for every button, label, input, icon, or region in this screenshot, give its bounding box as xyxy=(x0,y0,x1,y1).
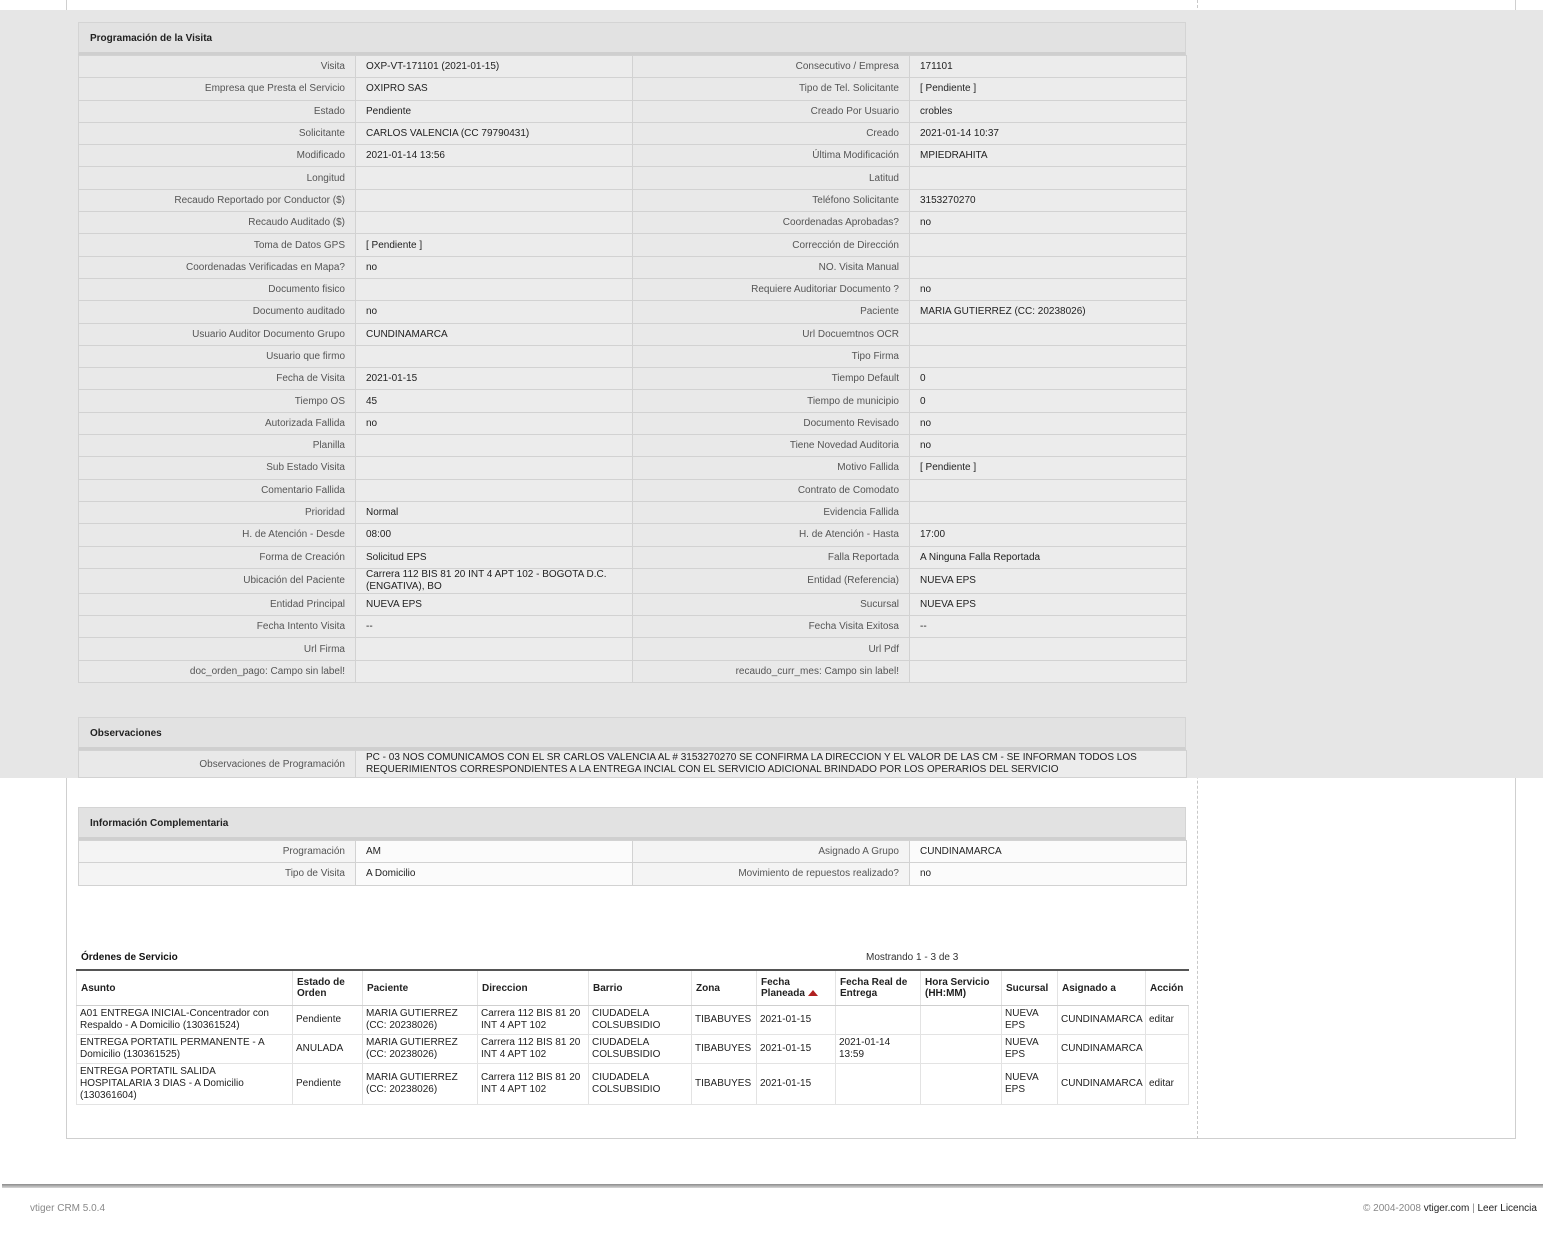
cell-accion xyxy=(1146,1035,1189,1064)
cell-sucursal: NUEVA EPS xyxy=(1002,1035,1058,1064)
value-latitud[interactable] xyxy=(910,167,1187,189)
cell-estado: Pendiente xyxy=(293,1006,363,1035)
programacion-row xyxy=(79,234,1187,256)
cell-fecha-real: 2021-01-14 13:59 xyxy=(836,1035,921,1064)
label-modificado: Modificado xyxy=(79,145,356,167)
label-ultima-modificacion: Última Modificación xyxy=(633,145,910,167)
value-visita[interactable]: OXP-VT-171101 (2021-01-15) xyxy=(356,56,633,78)
programacion-row xyxy=(79,345,1187,367)
value-ultima-modificacion[interactable]: MPIEDRAHITA xyxy=(910,145,1187,167)
value-empresa-que-presta-el-servicio[interactable]: OXIPRO SAS xyxy=(356,78,633,100)
edit-link[interactable]: editar xyxy=(1149,1014,1175,1025)
programacion-row xyxy=(79,546,1187,568)
license-link[interactable]: Leer Licencia xyxy=(1477,1203,1537,1214)
value-requiere-auditoriar-documento[interactable]: no xyxy=(910,278,1187,300)
value-tiene-novedad-auditoria[interactable]: no xyxy=(910,435,1187,457)
value-fecha-visita-exitosa[interactable]: -- xyxy=(910,616,1187,638)
programacion-row xyxy=(79,256,1187,278)
column-header-label: Estado de Orden xyxy=(297,977,345,999)
info-row xyxy=(79,863,1187,885)
label-toma-de-datos-gps: Toma de Datos GPS xyxy=(79,234,356,256)
column-header-direccion[interactable] xyxy=(478,970,589,1006)
value-usuario-que-firmo[interactable] xyxy=(356,345,633,367)
value-movimiento-de-repuestos-realizado[interactable]: no xyxy=(910,863,1187,885)
label-entidad-referencia: Entidad (Referencia) xyxy=(633,568,910,593)
value-creado-por-usuario[interactable]: crobles xyxy=(910,100,1187,122)
cell-direccion: Carrera 112 BIS 81 20 INT 4 APT 102 xyxy=(478,1035,589,1064)
cell-hora xyxy=(921,1035,1002,1064)
label-correccion-de-direccion: Corrección de Dirección xyxy=(633,234,910,256)
programacion-row xyxy=(79,638,1187,660)
observaciones-label: Observaciones de Programación xyxy=(79,751,356,778)
label-tiempo-de-municipio: Tiempo de municipio xyxy=(633,390,910,412)
cell-paciente[interactable]: MARIA GUTIERREZ (CC: 20238026) xyxy=(363,1006,478,1035)
cell-asunto[interactable]: ENTREGA PORTATIL SALIDA HOSPITALARIA 3 DIAS - A Domicilio (130361604) xyxy=(77,1064,293,1105)
value-no-visita-manual[interactable] xyxy=(910,256,1187,278)
value-documento-fisico[interactable] xyxy=(356,278,633,300)
value-url-firma[interactable] xyxy=(356,638,633,660)
cell-zona: TIBABUYES xyxy=(692,1035,757,1064)
programacion-row xyxy=(79,524,1187,546)
info-block xyxy=(78,807,1186,886)
column-header-label: Barrio xyxy=(593,982,623,994)
label-asignado-a-grupo: Asignado A Grupo xyxy=(633,841,910,863)
value-tiempo-de-municipio[interactable]: 0 xyxy=(910,390,1187,412)
column-header-label: Hora Servicio (HH:MM) xyxy=(925,977,990,999)
label-planilla: Planilla xyxy=(79,435,356,457)
label-documento-fisico: Documento fisico xyxy=(79,278,356,300)
label-fecha-intento-visita: Fecha Intento Visita xyxy=(79,616,356,638)
label-recaudo-auditado: Recaudo Auditado ($) xyxy=(79,212,356,234)
label-estado: Estado xyxy=(79,100,356,122)
value-coordenadas-verificadas-en-mapa[interactable]: no xyxy=(356,256,633,278)
label-fecha-visita-exitosa: Fecha Visita Exitosa xyxy=(633,616,910,638)
ordenes-title: Órdenes de Servicio xyxy=(81,952,178,963)
cell-fecha-real xyxy=(836,1064,921,1105)
value-planilla[interactable] xyxy=(356,435,633,457)
column-header-label: Sucursal xyxy=(1006,982,1049,994)
value-estado[interactable]: Pendiente xyxy=(356,100,633,122)
column-header-label: Fecha Planeada xyxy=(761,977,805,999)
programacion-row xyxy=(79,501,1187,523)
value-entidad-principal[interactable]: NUEVA EPS xyxy=(356,593,633,615)
value-longitud[interactable] xyxy=(356,167,633,189)
value-consecutivo-empresa[interactable]: 171101 xyxy=(910,56,1187,78)
value-recaudo-auditado[interactable] xyxy=(356,212,633,234)
cell-asignado: CUNDINAMARCA xyxy=(1058,1006,1146,1035)
label-contrato-de-comodato: Contrato de Comodato xyxy=(633,479,910,501)
value-contrato-de-comodato[interactable] xyxy=(910,479,1187,501)
column-header-zona[interactable] xyxy=(692,970,757,1006)
observaciones-table xyxy=(78,750,1187,778)
programacion-row xyxy=(79,412,1187,434)
label-telefono-solicitante: Teléfono Solicitante xyxy=(633,189,910,211)
observaciones-block xyxy=(78,717,1186,778)
table-row xyxy=(77,1064,1189,1105)
programacion-row xyxy=(79,212,1187,234)
cell-paciente[interactable]: MARIA GUTIERREZ (CC: 20238026) xyxy=(363,1064,478,1105)
value-motivo-fallida[interactable]: [ Pendiente ] xyxy=(910,457,1187,479)
value-h-de-atencion-hasta[interactable]: 17:00 xyxy=(910,524,1187,546)
value-sucursal[interactable]: NUEVA EPS xyxy=(910,593,1187,615)
column-header-accion[interactable] xyxy=(1146,970,1189,1006)
value-paciente[interactable]: MARIA GUTIERREZ (CC: 20238026) xyxy=(910,301,1187,323)
programacion-row xyxy=(79,167,1187,189)
column-header-asunto[interactable] xyxy=(77,970,293,1006)
label-usuario-que-firmo: Usuario que firmo xyxy=(79,345,356,367)
programacion-row xyxy=(79,435,1187,457)
value-tiempo-os[interactable]: 45 xyxy=(356,390,633,412)
label-no-visita-manual: NO. Visita Manual xyxy=(633,256,910,278)
programacion-row xyxy=(79,301,1187,323)
label-fecha-de-visita: Fecha de Visita xyxy=(79,368,356,390)
label-tiempo-os: Tiempo OS xyxy=(79,390,356,412)
programacion-row xyxy=(79,145,1187,167)
value-modificado[interactable]: 2021-01-14 13:56 xyxy=(356,145,633,167)
footer-copyright xyxy=(1363,1203,1537,1214)
label-autorizada-fallida: Autorizada Fallida xyxy=(79,412,356,434)
label-longitud: Longitud xyxy=(79,167,356,189)
label-latitud: Latitud xyxy=(633,167,910,189)
label-tiene-novedad-auditoria: Tiene Novedad Auditoria xyxy=(633,435,910,457)
programacion-row xyxy=(79,122,1187,144)
column-header-sucursal[interactable] xyxy=(1002,970,1058,1006)
cell-asignado: CUNDINAMARCA xyxy=(1058,1035,1146,1064)
value-url-pdf[interactable] xyxy=(910,638,1187,660)
cell-estado: Pendiente xyxy=(293,1064,363,1105)
cell-fecha-real xyxy=(836,1006,921,1035)
column-header-hora-servicio-hh-mm[interactable] xyxy=(921,970,1002,1006)
value-entidad-referencia[interactable]: NUEVA EPS xyxy=(910,568,1187,593)
programacion-title: Programación de la Visita xyxy=(78,22,1186,55)
programacion-table xyxy=(78,55,1187,683)
programacion-row xyxy=(79,593,1187,615)
programacion-row xyxy=(79,368,1187,390)
label-creado-por-usuario: Creado Por Usuario xyxy=(633,100,910,122)
column-header-asignado-a[interactable] xyxy=(1058,970,1146,1006)
column-header-paciente[interactable] xyxy=(363,970,478,1006)
table-row xyxy=(77,1035,1189,1064)
label-forma-de-creacion: Forma de Creación xyxy=(79,546,356,568)
footer-version: vtiger CRM 5.0.4 xyxy=(30,1203,106,1214)
value-correccion-de-direccion[interactable] xyxy=(910,234,1187,256)
label-coordenadas-verificadas-en-mapa: Coordenadas Verificadas en Mapa? xyxy=(79,256,356,278)
info-title: Información Complementaria xyxy=(78,807,1186,840)
label-entidad-principal: Entidad Principal xyxy=(79,593,356,615)
cell-barrio: CIUDADELA COLSUBSIDIO xyxy=(589,1064,692,1105)
programacion-row xyxy=(79,100,1187,122)
cell-estado: ANULADA xyxy=(293,1035,363,1064)
value-fecha-de-visita[interactable]: 2021-01-15 xyxy=(356,368,633,390)
cell-barrio: CIUDADELA COLSUBSIDIO xyxy=(589,1006,692,1035)
cell-asunto[interactable]: ENTREGA PORTATIL PERMANENTE - A Domicilio (130361525) xyxy=(77,1035,293,1064)
programacion-row xyxy=(79,660,1187,682)
label-url-firma: Url Firma xyxy=(79,638,356,660)
value-solicitante[interactable]: CARLOS VALENCIA (CC 79790431) xyxy=(356,122,633,144)
sort-ascending-icon[interactable] xyxy=(808,990,818,996)
cell-sucursal: NUEVA EPS xyxy=(1002,1064,1058,1105)
label-falla-reportada: Falla Reportada xyxy=(633,546,910,568)
cell-direccion: Carrera 112 BIS 81 20 INT 4 APT 102 xyxy=(478,1064,589,1105)
value-tiempo-default[interactable]: 0 xyxy=(910,368,1187,390)
column-header-label: Paciente xyxy=(367,982,409,994)
label-motivo-fallida: Motivo Fallida xyxy=(633,457,910,479)
observaciones-title: Observaciones xyxy=(78,717,1186,750)
cell-asignado: CUNDINAMARCA xyxy=(1058,1064,1146,1105)
value-toma-de-datos-gps[interactable]: [ Pendiente ] xyxy=(356,234,633,256)
programacion-block xyxy=(78,22,1186,683)
column-header-label: Asignado a xyxy=(1062,982,1116,994)
label-paciente: Paciente xyxy=(633,301,910,323)
label-ubicacion-del-paciente: Ubicación del Paciente xyxy=(79,568,356,593)
column-header-fecha-real-de-entrega[interactable] xyxy=(836,970,921,1006)
footer-copyright-text: © 2004-2008 xyxy=(1363,1203,1424,1214)
value-recaudo-reportado-por-conductor[interactable] xyxy=(356,189,633,211)
table-row xyxy=(77,1006,1189,1035)
programacion-row xyxy=(79,616,1187,638)
value-recaudo-curr-mes-campo-sin-label[interactable] xyxy=(910,660,1187,682)
label-tiempo-default: Tiempo Default xyxy=(633,368,910,390)
programacion-row xyxy=(79,568,1187,593)
programacion-row xyxy=(79,390,1187,412)
value-prioridad[interactable]: Normal xyxy=(356,501,633,523)
value-asignado-a-grupo[interactable]: CUNDINAMARCA xyxy=(910,841,1187,863)
value-tipo-de-visita[interactable]: A Domicilio xyxy=(356,863,633,885)
cell-asunto[interactable]: A01 ENTREGA INICIAL-Concentrador con Respaldo - A Domicilio (130361524) xyxy=(77,1006,293,1035)
footer-separator: | xyxy=(1469,1203,1478,1214)
cell-fecha-planeada: 2021-01-15 xyxy=(757,1064,836,1105)
value-documento-revisado[interactable]: no xyxy=(910,412,1187,434)
programacion-row xyxy=(79,56,1187,78)
programacion-row xyxy=(79,479,1187,501)
label-doc-orden-pago-campo-sin-label: doc_orden_pago: Campo sin label! xyxy=(79,660,356,682)
value-evidencia-fallida[interactable] xyxy=(910,501,1187,523)
value-ubicacion-del-paciente[interactable]: Carrera 112 BIS 81 20 INT 4 APT 102 - BOGOTA D.C. (ENGATIVA), BO xyxy=(356,568,633,593)
info-row xyxy=(79,841,1187,863)
observaciones-value[interactable]: PC - 03 NOS COMUNICAMOS CON EL SR CARLOS VALENCIA AL # 3153270270 SE CONFIRMA LA DIRECCION Y EL VALOR DE LAS CM - SE INFORMAN TODOS LOS REQUERIMIENTOS CORRESPONDIENTES A LA ENTREGA INCIAL CON EL SERVICIO ADICIONAL BRINDADO POR LOS OPERARIOS DEL SERVICIO xyxy=(356,751,1187,778)
label-tipo-firma: Tipo Firma xyxy=(633,345,910,367)
column-header-label: Direccion xyxy=(482,982,528,994)
label-tipo-de-visita: Tipo de Visita xyxy=(79,863,356,885)
programacion-row xyxy=(79,457,1187,479)
vtiger-link[interactable]: vtiger.com xyxy=(1423,1203,1470,1214)
value-tipo-de-tel-solicitante[interactable]: [ Pendiente ] xyxy=(910,78,1187,100)
label-movimiento-de-repuestos-realizado: Movimiento de repuestos realizado? xyxy=(633,863,910,885)
label-recaudo-reportado-por-conductor: Recaudo Reportado por Conductor ($) xyxy=(79,189,356,211)
cell-sucursal: NUEVA EPS xyxy=(1002,1006,1058,1035)
value-autorizada-fallida[interactable]: no xyxy=(356,412,633,434)
label-h-de-atencion-hasta: H. de Atención - Hasta xyxy=(633,524,910,546)
label-documento-auditado: Documento auditado xyxy=(79,301,356,323)
ordenes-count: Mostrando 1 - 3 de 3 xyxy=(866,952,959,963)
label-solicitante: Solicitante xyxy=(79,122,356,144)
label-tipo-de-tel-solicitante: Tipo de Tel. Solicitante xyxy=(633,78,910,100)
label-visita: Visita xyxy=(79,56,356,78)
cell-fecha-planeada: 2021-01-15 xyxy=(757,1035,836,1064)
value-forma-de-creacion[interactable]: Solicitud EPS xyxy=(356,546,633,568)
cell-zona: TIBABUYES xyxy=(692,1064,757,1105)
value-h-de-atencion-desde[interactable]: 08:00 xyxy=(356,524,633,546)
value-url-docuemtnos-ocr[interactable] xyxy=(910,323,1187,345)
label-url-pdf: Url Pdf xyxy=(633,638,910,660)
column-header-fecha-planeada[interactable] xyxy=(757,970,836,1006)
programacion-row xyxy=(79,278,1187,300)
label-creado: Creado xyxy=(633,122,910,144)
ordenes-table xyxy=(76,969,1189,1105)
value-documento-auditado[interactable]: no xyxy=(356,301,633,323)
label-recaudo-curr-mes-campo-sin-label: recaudo_curr_mes: Campo sin label! xyxy=(633,660,910,682)
info-table xyxy=(78,840,1187,886)
cell-hora xyxy=(921,1064,1002,1105)
value-sub-estado-visita[interactable] xyxy=(356,457,633,479)
label-programacion: Programación xyxy=(79,841,356,863)
ordenes-header xyxy=(81,952,1185,966)
cell-direccion: Carrera 112 BIS 81 20 INT 4 APT 102 xyxy=(478,1006,589,1035)
cell-fecha-planeada: 2021-01-15 xyxy=(757,1006,836,1035)
label-requiere-auditoriar-documento: Requiere Auditoriar Documento ? xyxy=(633,278,910,300)
value-creado[interactable]: 2021-01-14 10:37 xyxy=(910,122,1187,144)
cell-paciente[interactable]: MARIA GUTIERREZ (CC: 20238026) xyxy=(363,1035,478,1064)
label-evidencia-fallida: Evidencia Fallida xyxy=(633,501,910,523)
cell-accion xyxy=(1146,1006,1189,1035)
value-usuario-auditor-documento-grupo[interactable]: CUNDINAMARCA xyxy=(356,323,633,345)
edit-link[interactable]: editar xyxy=(1149,1078,1175,1089)
column-header-estado-de-orden[interactable] xyxy=(293,970,363,1006)
programacion-row xyxy=(79,78,1187,100)
column-header-label: Fecha Real de Entrega xyxy=(840,977,908,999)
cell-barrio: CIUDADELA COLSUBSIDIO xyxy=(589,1035,692,1064)
label-usuario-auditor-documento-grupo: Usuario Auditor Documento Grupo xyxy=(79,323,356,345)
label-h-de-atencion-desde: H. de Atención - Desde xyxy=(79,524,356,546)
cell-hora xyxy=(921,1006,1002,1035)
column-header-label: Zona xyxy=(696,982,720,994)
programacion-row xyxy=(79,323,1187,345)
value-comentario-fallida[interactable] xyxy=(356,479,633,501)
value-tipo-firma[interactable] xyxy=(910,345,1187,367)
cell-zona: TIBABUYES xyxy=(692,1006,757,1035)
label-consecutivo-empresa: Consecutivo / Empresa xyxy=(633,56,910,78)
label-sub-estado-visita: Sub Estado Visita xyxy=(79,457,356,479)
label-sucursal: Sucursal xyxy=(633,593,910,615)
column-header-label: Asunto xyxy=(81,982,116,994)
label-coordenadas-aprobadas: Coordenadas Aprobadas? xyxy=(633,212,910,234)
label-documento-revisado: Documento Revisado xyxy=(633,412,910,434)
cell-accion xyxy=(1146,1064,1189,1105)
column-header-barrio[interactable] xyxy=(589,970,692,1006)
value-telefono-solicitante[interactable]: 3153270270 xyxy=(910,189,1187,211)
label-empresa-que-presta-el-servicio: Empresa que Presta el Servicio xyxy=(79,78,356,100)
value-falla-reportada[interactable]: A Ninguna Falla Reportada xyxy=(910,546,1187,568)
label-url-docuemtnos-ocr: Url Docuemtnos OCR xyxy=(633,323,910,345)
programacion-row xyxy=(79,189,1187,211)
value-fecha-intento-visita[interactable]: -- xyxy=(356,616,633,638)
footer-divider xyxy=(2,1184,1543,1188)
value-doc-orden-pago-campo-sin-label[interactable] xyxy=(356,660,633,682)
column-header-label: Acción xyxy=(1150,982,1184,994)
label-prioridad: Prioridad xyxy=(79,501,356,523)
value-coordenadas-aprobadas[interactable]: no xyxy=(910,212,1187,234)
value-programacion[interactable]: AM xyxy=(356,841,633,863)
label-comentario-fallida: Comentario Fallida xyxy=(79,479,356,501)
